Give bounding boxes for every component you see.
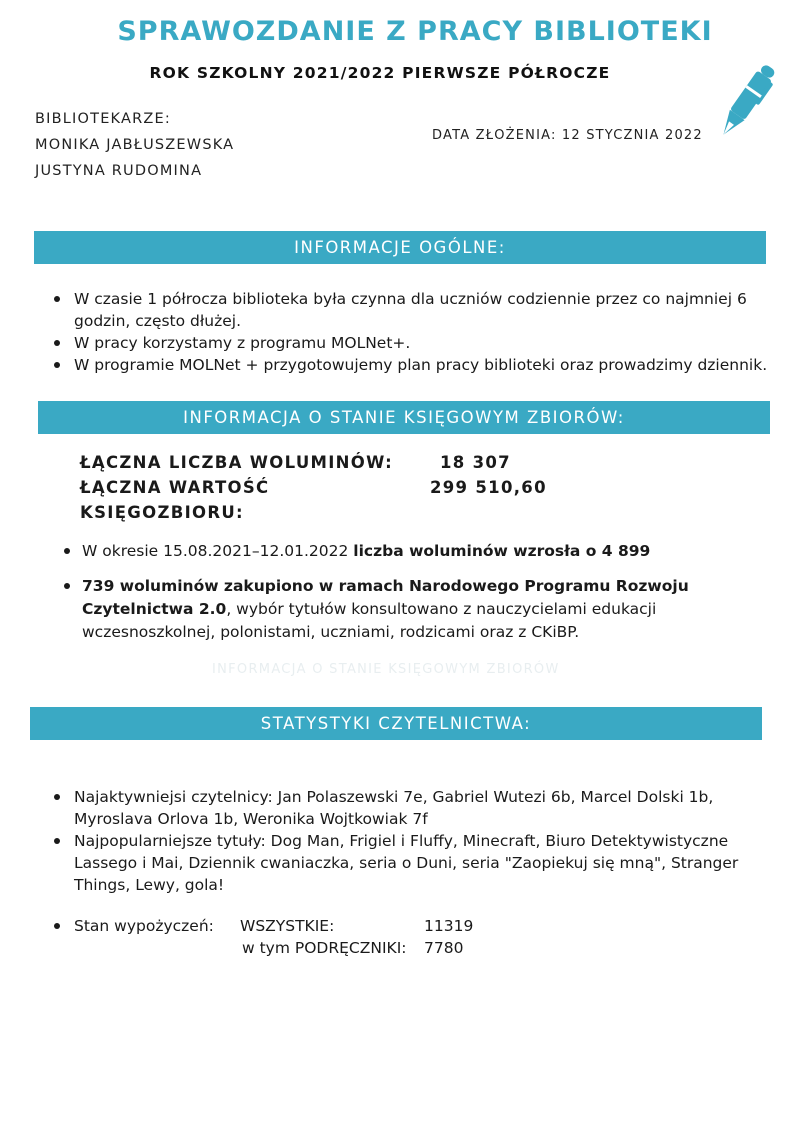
section-heading-stats: STATYSTYKI CZYTELNICTWA: [30, 707, 762, 740]
librarian-name: MONIKA JABŁUSZEWSKA [35, 137, 235, 153]
volumes-label: ŁĄCZNA LICZBA WOLUMINÓW: [80, 453, 394, 472]
list-item-emphasis: liczba woluminów wzrosła o 4 899 [353, 542, 651, 560]
librarians-label: BIBLIOTEKARZE: [35, 111, 171, 127]
loans-textbooks-label: w tym PODRĘCZNIKI: [242, 939, 407, 957]
list-item: W czasie 1 półrocza biblioteka była czynna dla uczniów codziennie przez co najmniej 6 godzin, często dłużej. [52, 288, 772, 332]
bullet [54, 923, 60, 929]
collection-value-label: ŁĄCZNA WARTOŚĆ KSIĘGOZBIORU: [80, 478, 270, 522]
stock-list [62, 540, 762, 644]
list-item [62, 540, 762, 563]
stats-list [52, 786, 772, 896]
volumes-value: 18 307 [440, 453, 511, 472]
list-item-text: , wybór tytułów konsultowano z nauczycielami edukacji wczesnoszkolnej, polonistami, uczniami, rodzicami oraz z CKiBP. [82, 600, 657, 641]
loans-all-value: 11319 [424, 917, 474, 935]
list-item-emphasis: 739 woluminów zakupiono w ramach Narodowego Programu Rozwoju Czytelnictwa 2.0 [82, 577, 689, 618]
pen-icon [718, 58, 776, 144]
ghost-heading: INFORMACJA O STANIE KSIĘGOWYM ZBIORÓW [212, 662, 560, 677]
list-item: W pracy korzystamy z programu MOLNet+. [52, 332, 772, 354]
stock-totals [80, 450, 547, 525]
section-heading-general: INFORMACJE OGÓLNE: [34, 231, 766, 264]
list-item: Najaktywniejsi czytelnicy: Jan Polaszewski 7e, Gabriel Wutezi 6b, Marcel Dolski 1b, Myroslava Orlova 1b, Weronika Wojtkowiak 7f [52, 786, 772, 830]
list-item-text: W okresie 15.08.2021–12.01.2022 [82, 542, 354, 560]
submission-date: DATA ZŁOŻENIA: 12 STYCZNIA 2022 [432, 128, 703, 143]
loans-textbooks-value: 7780 [424, 939, 464, 957]
list-item [62, 575, 762, 644]
document-title: SPRAWOZDANIE Z PRACY BIBLIOTEKI [117, 16, 713, 47]
section-heading-stock: INFORMACJA O STANIE KSIĘGOWYM ZBIORÓW: [38, 401, 770, 434]
librarian-name: JUSTYNA RUDOMINA [35, 163, 203, 179]
collection-value: 299 510,60 [430, 478, 547, 497]
loans-label: Stan wypożyczeń: [74, 917, 214, 935]
document-subtitle: ROK SZKOLNY 2021/2022 PIERWSZE PÓŁROCZE [149, 64, 611, 82]
general-list [52, 288, 772, 376]
list-item: Najpopularniejsze tytuły: Dog Man, Frigiel i Fluffy, Minecraft, Biuro Detektywistyczne Lassego i Mai, Dziennik cwaniaczka, seria o Duni, seria "Zaopiekuj się mną", Stranger Things, Lewy, gola! [52, 830, 772, 896]
loans-all-label: WSZYSTKIE: [240, 917, 335, 935]
list-item: W programie MOLNet + przygotowujemy plan pracy biblioteki oraz prowadzimy dziennik. [52, 354, 772, 376]
